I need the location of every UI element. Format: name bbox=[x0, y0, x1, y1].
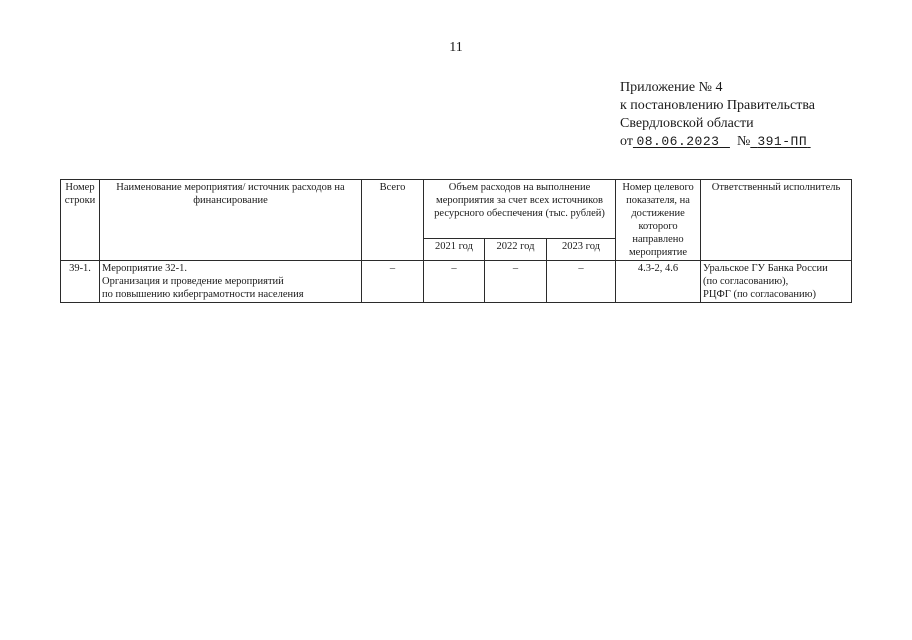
header-year-2022: 2022 год bbox=[485, 238, 547, 260]
measure-title: Мероприятие 32-1. bbox=[102, 263, 188, 274]
executor-line-3: РЦФГ (по согласованию) bbox=[703, 289, 816, 300]
number-prefix: № bbox=[736, 134, 751, 149]
appendix-region: Свердловской области bbox=[620, 116, 754, 131]
header-row-number: Номер строки bbox=[61, 180, 100, 261]
cell-row-number: 39-1. bbox=[61, 261, 100, 303]
cell-year-2023: – bbox=[547, 261, 616, 303]
decree-number: 391-ПП bbox=[757, 134, 808, 149]
measure-description-2: по повышению киберграмотности населения bbox=[102, 289, 304, 300]
cell-measure-name bbox=[100, 261, 362, 303]
date-prefix: от bbox=[620, 134, 633, 149]
page-number: 11 bbox=[449, 40, 463, 55]
appendix-date-line bbox=[620, 133, 815, 151]
header-total: Всего bbox=[362, 180, 424, 261]
cell-year-2021: – bbox=[424, 261, 485, 303]
table-row bbox=[61, 261, 852, 303]
header-expenses: Объем расходов на выполнение мероприятия за счет всех источников ресурсного обеспечения (тыс. рублей) bbox=[424, 180, 616, 239]
header-year-2021: 2021 год bbox=[424, 238, 485, 260]
measure-description-1: Организация и проведение мероприятий bbox=[102, 276, 284, 287]
header-indicator: Номер целевого показателя, на достижение которого направлено мероприятие bbox=[616, 180, 701, 261]
cell-total: – bbox=[362, 261, 424, 303]
cell-year-2022: – bbox=[485, 261, 547, 303]
executor-line-2: (по согласованию), bbox=[703, 276, 789, 287]
appendix-decree: к постановлению Правительства bbox=[620, 98, 816, 113]
measures-table bbox=[60, 179, 852, 303]
header-year-2023: 2023 год bbox=[547, 238, 616, 260]
cell-indicator: 4.3-2, 4.6 bbox=[616, 261, 701, 303]
executor-line-1: Уральское ГУ Банка России bbox=[703, 263, 828, 274]
cell-executor bbox=[701, 261, 852, 303]
appendix-header bbox=[620, 79, 815, 151]
header-measure-name: Наименование мероприятия/ источник расходов на финансирование bbox=[100, 180, 362, 261]
appendix-title: Приложение № 4 bbox=[620, 80, 723, 95]
header-executor: Ответственный исполнитель bbox=[701, 180, 852, 261]
decree-date: 08.06.2023 bbox=[636, 134, 720, 149]
